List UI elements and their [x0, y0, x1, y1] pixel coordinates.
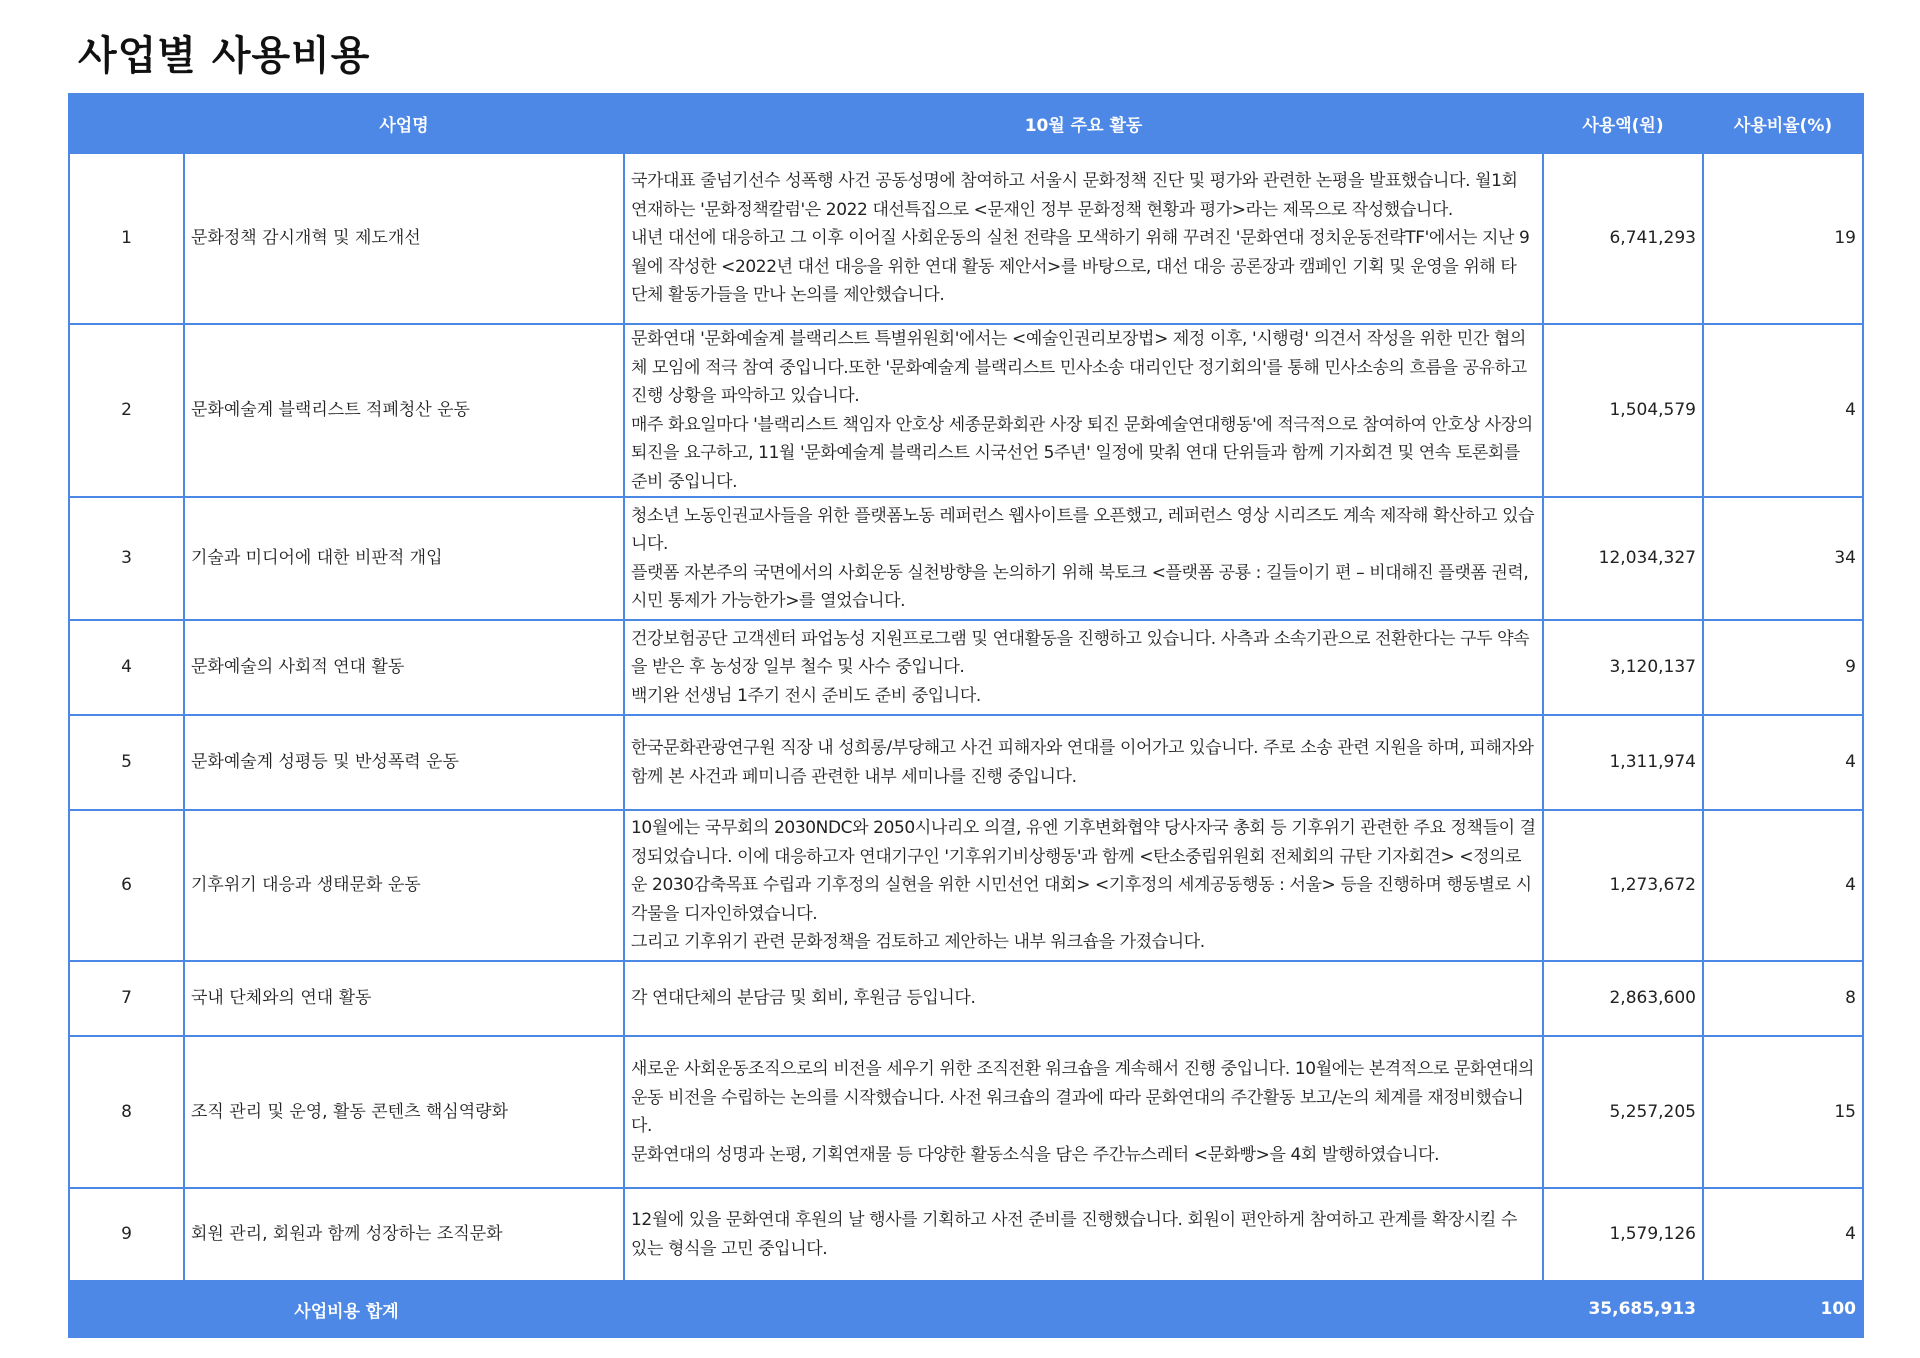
table-row	[69, 1036, 1863, 1188]
header-ratio: 사용비율(%)	[1703, 94, 1863, 153]
ratio-cell: 34	[1703, 497, 1863, 620]
activity-paragraph: 문화연대 '문화예술계 블랙리스트 특별위원회'에서는 <예술인권리보장법> 제정 이후, '시행령' 의견서 작성을 위한 민간 협의체 모임에 적극 참여 중입니다.또한 '문화예술계 블랙리스트 민사소송 대리인단 정기회의'를 통해 민사소송의 흐름을 공유하고 진행 상황을 파악하고 있습니다.	[631, 329, 1527, 406]
activity-cell	[624, 497, 1543, 620]
row-number: 1	[69, 153, 184, 324]
page-title: 사업별 사용비용	[78, 33, 371, 79]
activity-cell	[624, 1036, 1543, 1188]
project-name: 기후위기 대응과 생태문화 운동	[184, 810, 624, 961]
project-name: 조직 관리 및 운영, 활동 콘텐츠 핵심역량화	[184, 1036, 624, 1188]
table-row	[69, 497, 1863, 620]
header-amount: 사용액(원)	[1543, 94, 1703, 153]
activity-paragraph: 건강보험공단 고객센터 파업농성 지원프로그램 및 연대활동을 진행하고 있습니다. 사측과 소속기관으로 전환한다는 구두 약속을 받은 후 농성장 일부 철수 및 사수 중입니다.	[631, 628, 1530, 678]
table-row	[69, 620, 1863, 715]
ratio-cell: 9	[1703, 620, 1863, 715]
activity-cell	[624, 620, 1543, 715]
amount-cell: 5,257,205	[1543, 1036, 1703, 1188]
ratio-cell: 15	[1703, 1036, 1863, 1188]
table-header-row	[69, 94, 1863, 153]
amount-cell: 1,273,672	[1543, 810, 1703, 961]
total-row	[69, 1281, 1863, 1337]
project-name: 회원 관리, 회원과 함께 성장하는 조직문화	[184, 1188, 624, 1281]
total-activity	[624, 1281, 1543, 1337]
total-label: 사업비용 합계	[69, 1281, 624, 1337]
activity-cell	[624, 810, 1543, 961]
activity-paragraph: 국가대표 줄넘기선수 성폭행 사건 공동성명에 참여하고 서울시 문화정책 진단 및 평가와 관련한 논평을 발표했습니다. 월1회 연재하는 '문화정책칼럼'은 2022 대선특집으로 <문재인 정부 문화정책 현황과 평가>라는 제목으로 작성했습니다.	[631, 171, 1518, 220]
ratio-cell: 19	[1703, 153, 1863, 324]
budget-table	[68, 93, 1864, 1338]
row-number: 4	[69, 620, 184, 715]
amount-cell: 6,741,293	[1543, 153, 1703, 324]
project-name: 문화예술계 성평등 및 반성폭력 운동	[184, 715, 624, 810]
activity-paragraph: 각 연대단체의 분담금 및 회비, 후원금 등입니다.	[631, 988, 976, 1009]
total-ratio: 100	[1703, 1281, 1863, 1337]
activity-cell	[624, 153, 1543, 324]
ratio-cell: 4	[1703, 810, 1863, 961]
amount-cell: 1,579,126	[1543, 1188, 1703, 1281]
ratio-cell: 4	[1703, 715, 1863, 810]
activity-paragraph: 10월에는 국무회의 2030NDC와 2050시나리오 의결, 유엔 기후변화협약 당사자국 총회 등 기후위기 관련한 주요 정책들이 결정되었습니다. 이에 대응하고자 연대기구인 '기후위기비상행동'과 함께 <탄소중립위원회 전체회의 규탄 기자회견> <정의로운 2030감축목표 수립과 기후정의 실현을 위한 시민선언 대회> <기후정의 세계공동행동 : 서울> 등을 진행하며 행동별로 시각물을 디자인하였습니다.	[631, 818, 1536, 924]
amount-cell: 3,120,137	[1543, 620, 1703, 715]
activity-paragraph: 문화연대의 성명과 논평, 기획연재물 등 다양한 활동소식을 담은 주간뉴스레터 <문화빵>을 4회 발행하였습니다.	[631, 1144, 1440, 1165]
total-amount: 35,685,913	[1543, 1281, 1703, 1337]
table-row	[69, 715, 1863, 810]
project-name: 문화정책 감시개혁 및 제도개선	[184, 153, 624, 324]
header-project-name: 사업명	[184, 94, 624, 153]
amount-cell: 2,863,600	[1543, 961, 1703, 1036]
amount-cell: 1,311,974	[1543, 715, 1703, 810]
project-name: 문화예술계 블랙리스트 적폐청산 운동	[184, 324, 624, 497]
activity-paragraph: 매주 화요일마다 '블랙리스트 책임자 안호상 세종문화회관 사장 퇴진 문화예술연대행동'에 적극적으로 참여하여 안호상 사장의 퇴진을 요구하고, 11월 '문화예술계 블랙리스트 시국선언 5주년' 일정에 맞춰 연대 단위들과 함께 기자회견 및 연속 토론회를 준비 중입니다.	[631, 414, 1533, 492]
row-number: 6	[69, 810, 184, 961]
activity-paragraph: 한국문화관광연구원 직장 내 성희롱/부당해고 사건 피해자와 연대를 이어가고 있습니다. 주로 소송 관련 지원을 하며, 피해자와 함께 본 사건과 페미니즘 관련한 내부 세미나를 진행 중입니다.	[631, 738, 1534, 787]
ratio-cell: 8	[1703, 961, 1863, 1036]
activity-paragraph: 내년 대선에 대응하고 그 이후 이어질 사회운동의 실천 전략을 모색하기 위해 꾸려진 '문화연대 정치운동전략TF'에서는 지난 9월에 작성한 <2022년 대선 대응을 위한 연대 활동 제안서>를 바탕으로, 대선 대응 공론장과 캠페인 기획 및 운영을 위해 타 단체 활동가들을 만나 논의를 제안했습니다.	[631, 228, 1530, 306]
table-row	[69, 961, 1863, 1036]
ratio-cell: 4	[1703, 1188, 1863, 1281]
activity-paragraph: 백기완 선생님 1주기 전시 준비도 준비 중입니다.	[631, 685, 981, 706]
header-no	[69, 94, 184, 153]
row-number: 2	[69, 324, 184, 497]
amount-cell: 1,504,579	[1543, 324, 1703, 497]
activity-paragraph: 플랫폼 자본주의 국면에서의 사회운동 실천방향을 논의하기 위해 북토크 <플랫폼 공룡 : 길들이기 편 – 비대해진 플랫폼 권력, 시민 통제가 가능한가>를 열었습니다.	[631, 562, 1529, 611]
activity-cell	[624, 715, 1543, 810]
row-number: 5	[69, 715, 184, 810]
row-number: 8	[69, 1036, 184, 1188]
row-number: 7	[69, 961, 184, 1036]
activity-cell	[624, 961, 1543, 1036]
activity-paragraph: 청소년 노동인권교사들을 위한 플랫폼노동 레퍼런스 웹사이트를 오픈했고, 레퍼런스 영상 시리즈도 계속 제작해 확산하고 있습니다.	[631, 505, 1535, 554]
project-name: 기술과 미디어에 대한 비판적 개입	[184, 497, 624, 620]
header-activity: 10월 주요 활동	[624, 94, 1543, 153]
activity-cell	[624, 1188, 1543, 1281]
activity-cell	[624, 324, 1543, 497]
project-name: 문화예술의 사회적 연대 활동	[184, 620, 624, 715]
table-row	[69, 324, 1863, 497]
table-row	[69, 1188, 1863, 1281]
activity-paragraph: 그리고 기후위기 관련 문화정책을 검토하고 제안하는 내부 워크숍을 가졌습니다.	[631, 932, 1205, 953]
project-name: 국내 단체와의 연대 활동	[184, 961, 624, 1036]
activity-paragraph: 12월에 있을 문화연대 후원의 날 행사를 기획하고 사전 준비를 진행했습니다. 회원이 편안하게 참여하고 관계를 확장시킬 수 있는 형식을 고민 중입니다.	[631, 1210, 1517, 1259]
row-number: 9	[69, 1188, 184, 1281]
activity-paragraph: 새로운 사회운동조직으로의 비전을 세우기 위한 조직전환 워크숍을 계속해서 진행 중입니다. 10월에는 본격적으로 문화연대의 운동 비전을 수립하는 논의를 시작했습니다. 사전 워크숍의 결과에 따라 문화연대의 주간활동 보고/논의 체계를 재정비했습니다.	[631, 1059, 1535, 1136]
ratio-cell: 4	[1703, 324, 1863, 497]
table-row	[69, 810, 1863, 961]
amount-cell: 12,034,327	[1543, 497, 1703, 620]
table-row	[69, 153, 1863, 324]
row-number: 3	[69, 497, 184, 620]
